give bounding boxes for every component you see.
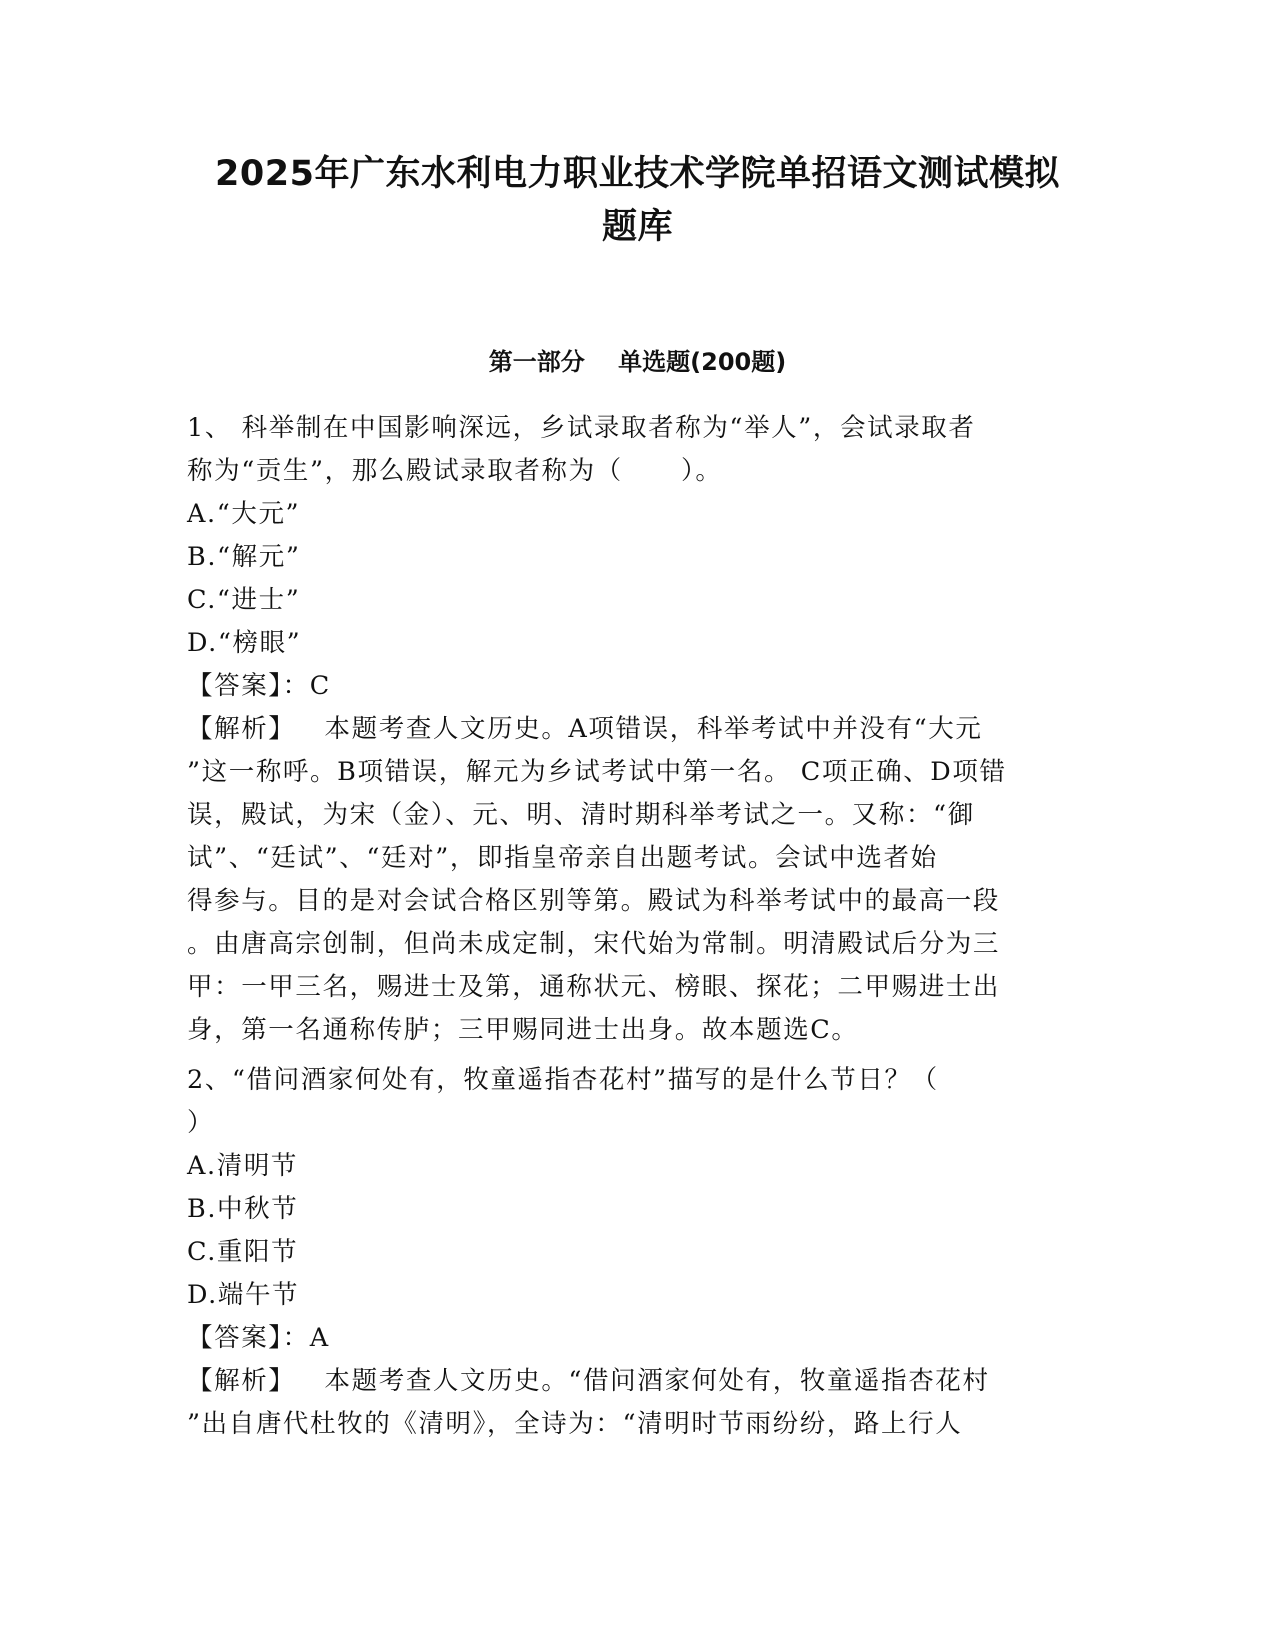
question-2-option-c: C.重阳节 — [187, 1237, 299, 1267]
question-2-option-b: B.中秋节 — [187, 1194, 299, 1224]
question-2-analysis-line-2: ”出自唐代杜牧的《清明》，全诗为：“清明时节雨纷纷，路上行人 — [187, 1409, 963, 1439]
question-1-analysis-line-6: 。由唐高宗创制，但尚未成定制，宋代始为常制。明清殿试后分为三 — [187, 929, 1001, 959]
question-1-analysis-line-8: 身，第一名通称传胪；三甲赐同进士出身。故本题选C。 — [187, 1015, 859, 1045]
question-2-stem-line-1: 2、“借问酒家何处有，牧童遥指杏花村”描写的是什么节日？（ — [187, 1065, 939, 1095]
section-heading: 第一部分 单选题(200题) — [488, 348, 787, 376]
title-line-2: 题库 — [601, 207, 673, 247]
question-1 — [187, 407, 1087, 1052]
question-1-option-b: B.“解元” — [187, 542, 301, 572]
question-1-analysis-line-5: 得参与。目的是对会试合格区别等第。殿试为科举考试中的最高一段 — [187, 886, 1001, 916]
question-1-analysis-line-3: 误，殿试，为宋（金）、元、明、清时期科举考试之一。又称：“御 — [187, 800, 975, 830]
question-2-answer: 【答案】：A — [187, 1323, 330, 1353]
question-2-option-d: D.端午节 — [187, 1280, 300, 1310]
question-1-option-a: A.“大元” — [187, 499, 301, 529]
question-1-option-d: D.“榜眼” — [187, 628, 302, 658]
question-2-analysis-line-1: 【解析】 本题考查人文历史。“借问酒家何处有，牧童遥指杏花村 — [187, 1366, 990, 1396]
question-1-option-c: C.“进士” — [187, 585, 301, 615]
question-1-analysis-line-7: 甲：一甲三名，赐进士及第，通称状元、榜眼、探花；二甲赐进士出 — [187, 972, 1001, 1002]
question-1-stem-line-2: 称为“贡生”，那么殿试录取者称为（ ）。 — [187, 456, 723, 486]
question-2-option-a: A.清明节 — [187, 1151, 299, 1181]
question-1-stem-line-1: 1、 科举制在中国影响深远，乡试录取者称为“举人”，会试录取者 — [187, 413, 976, 443]
question-1-analysis-line-1: 【解析】 本题考查人文历史。A项错误，科举考试中并没有“大元 — [187, 714, 983, 744]
question-1-analysis-line-2: ”这一称呼。B项错误，解元为乡试考试中第一名。 C项正确、D项错 — [187, 757, 1007, 787]
question-list — [187, 407, 1087, 1446]
question-2 — [187, 1059, 1087, 1446]
title-line-1: 2025年广东水利电力职业技术学院单招语文测试模拟 — [215, 154, 1060, 194]
question-1-analysis-line-4: 试”、“廷试”、“廷对”，即指皇帝亲自出题考试。会试中选者始 — [187, 843, 938, 873]
question-2-stem-line-2: ） — [187, 1108, 215, 1138]
question-1-answer: 【答案】：C — [187, 671, 331, 701]
document-title — [150, 148, 1125, 254]
question-spacer — [187, 1052, 1087, 1059]
